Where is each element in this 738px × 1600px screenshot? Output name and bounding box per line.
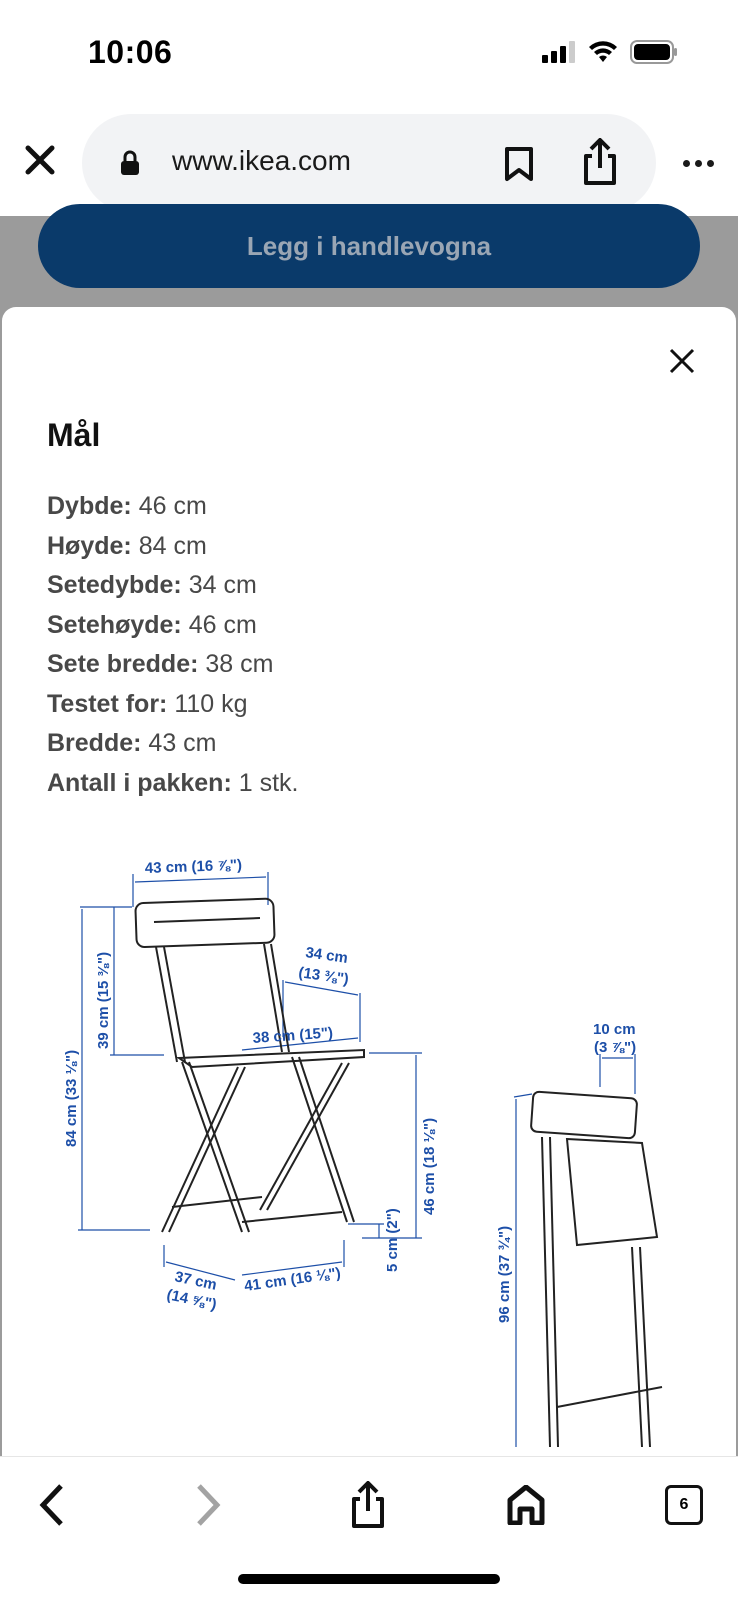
share-button[interactable] <box>338 1475 398 1535</box>
spec-item: Dybde: 46 cm <box>47 492 207 520</box>
back-icon <box>37 1483 67 1527</box>
spec-item: Bredde: 43 cm <box>47 729 217 757</box>
sheet-title: Mål <box>47 417 101 453</box>
address-bar[interactable] <box>82 114 656 212</box>
svg-text:96 cm (37 ¾"): 96 cm (37 ¾") <box>496 1225 513 1323</box>
browser-bar <box>0 110 738 216</box>
home-indicator[interactable] <box>238 1574 500 1584</box>
battery-icon <box>630 40 678 64</box>
close-icon[interactable] <box>668 347 696 375</box>
add-to-cart-button[interactable]: Legg i handlevogna <box>38 204 700 288</box>
tabs-icon <box>665 1485 703 1525</box>
svg-text:41 cm (16 ⅛"): 41 cm (16 ⅛") <box>243 1264 342 1295</box>
forward-button[interactable] <box>178 1475 238 1535</box>
forward-icon <box>193 1483 223 1527</box>
home-button[interactable] <box>496 1475 556 1535</box>
spec-item: Setedybde: 34 cm <box>47 571 257 599</box>
spec-item: Høyde: 84 cm <box>47 531 207 560</box>
spec-item: Antall i pakken: 1 stk. <box>47 768 299 797</box>
bookmark-icon[interactable] <box>504 146 534 182</box>
spec-item: Testet for: 110 kg <box>47 689 248 718</box>
url-text[interactable]: www.ikea.com <box>172 145 351 176</box>
spec-item: Setehøyde: 46 cm <box>47 610 257 639</box>
svg-text:34 cm: 34 cm <box>304 944 349 967</box>
svg-text:37 cm: 37 cm <box>173 1268 219 1294</box>
home-icon <box>507 1485 545 1525</box>
svg-text:(3 ⅞"): (3 ⅞") <box>594 1039 637 1056</box>
more-icon[interactable] <box>683 160 714 167</box>
tab-count: 6 <box>679 1496 689 1513</box>
status-icons <box>542 40 678 64</box>
svg-text:84 cm (33 ⅛"): 84 cm (33 ⅛") <box>63 1049 80 1147</box>
back-button[interactable] <box>22 1475 82 1535</box>
svg-text:43 cm (16 ⅞"): 43 cm (16 ⅞") <box>144 856 243 877</box>
svg-text:38 cm (15"): 38 cm (15") <box>252 1024 334 1047</box>
wifi-icon <box>588 40 618 64</box>
svg-text:10 cm: 10 cm <box>593 1021 636 1038</box>
svg-text:(14 ⅝"): (14 ⅝") <box>165 1286 219 1314</box>
dimensions-sheet <box>2 307 736 1457</box>
signal-icon <box>542 41 576 63</box>
close-icon[interactable] <box>22 142 58 178</box>
lock-icon <box>120 150 140 176</box>
share-icon[interactable] <box>582 138 618 186</box>
tabs-button[interactable] <box>654 1475 714 1535</box>
clock: 10:06 <box>88 34 173 70</box>
svg-text:5 cm (2"): 5 cm (2") <box>384 1208 401 1272</box>
share-icon <box>350 1481 386 1529</box>
spec-list <box>47 487 298 803</box>
chair-dimension-diagram <box>2 827 736 1457</box>
svg-text:(13 ⅜"): (13 ⅜") <box>297 964 350 988</box>
svg-text:39 cm (15 ⅜"): 39 cm (15 ⅜") <box>95 951 112 1049</box>
svg-text:46 cm (18 ⅛"): 46 cm (18 ⅛") <box>421 1117 438 1215</box>
status-bar <box>0 0 738 110</box>
spec-item: Sete bredde: 38 cm <box>47 650 274 678</box>
